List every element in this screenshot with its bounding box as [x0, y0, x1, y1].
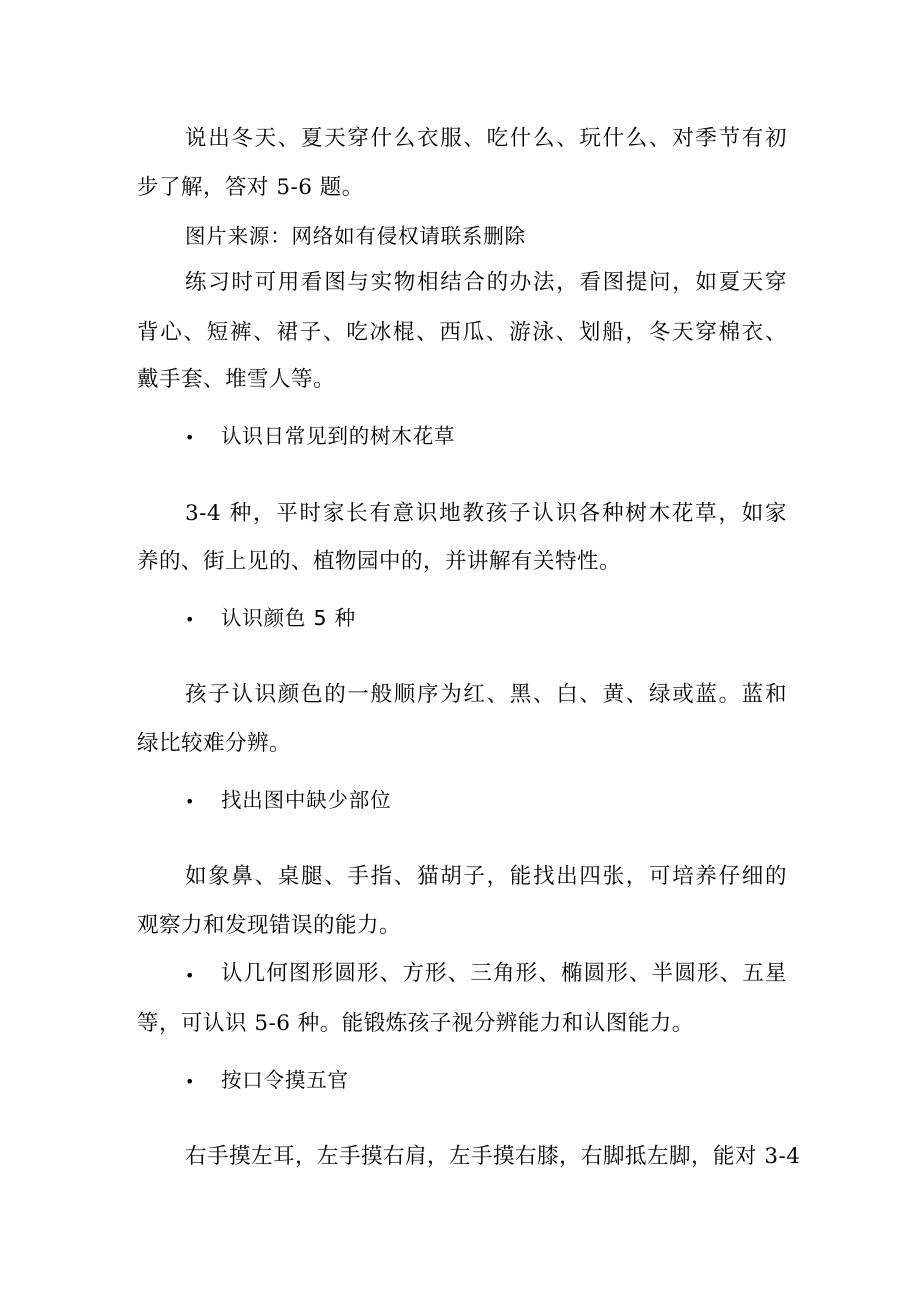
paragraph-line: 如象鼻、桌腿、手指、猫胡子，能找出四张，可培养仔细的 — [185, 864, 787, 889]
paragraph-line: 步了解，答对 5-6 题。 — [137, 175, 364, 200]
bullet-marker: • — [185, 966, 195, 985]
bullet-heading: 认识颜色 5 种 — [221, 606, 356, 630]
paragraph-line: 孩子认识颜色的一般顺序为红、黑、白、黄、绿或蓝。蓝和 — [185, 682, 787, 707]
paragraph-line: 观察力和发现错误的能力。 — [137, 913, 402, 938]
bullet-heading: 按口令摸五官 — [221, 1068, 349, 1092]
paragraph-line: 等，可认识 5-6 种。能锻炼孩子视分辨能力和认图能力。 — [137, 1011, 694, 1036]
bullet-heading: 找出图中缺少部位 — [221, 788, 392, 812]
bullet-marker: • — [185, 792, 195, 811]
bullet-marker: • — [185, 1072, 195, 1091]
bullet-marker: • — [185, 428, 195, 447]
paragraph-line: 养的、街上见的、植物园中的，并讲解有关特性。 — [137, 549, 622, 574]
bullet-heading: 认识日常见到的树木花草 — [221, 424, 456, 448]
paragraph-line: 说出冬天、夏天穿什么衣服、吃什么、玩什么、对季节有初 — [185, 126, 787, 151]
paragraph-line: 背心、短裤、裙子、吃冰棍、西瓜、游泳、划船，冬天穿棉衣、 — [137, 320, 787, 345]
paragraph-line: 绿比较难分辨。 — [137, 731, 292, 756]
paragraph-line: 戴手套、堆雪人等。 — [137, 367, 336, 392]
paragraph-line: 3-4 种，平时家长有意识地教孩子认识各种树木花草，如家 — [185, 501, 787, 526]
bullet-marker: • — [185, 610, 195, 629]
bullet-heading: 认几何图形圆形、方形、三角形、椭圆形、半圆形、五星 — [221, 961, 787, 986]
paragraph-line: 右手摸左耳，左手摸右肩，左手摸右膝，右脚抵左脚，能对 3-4 — [185, 1144, 801, 1169]
image-source-note: 图片来源：网络如有侵权请联系删除 — [185, 224, 526, 248]
paragraph-line: 练习时可用看图与实物相结合的办法，看图提问，如夏天穿 — [185, 270, 787, 295]
